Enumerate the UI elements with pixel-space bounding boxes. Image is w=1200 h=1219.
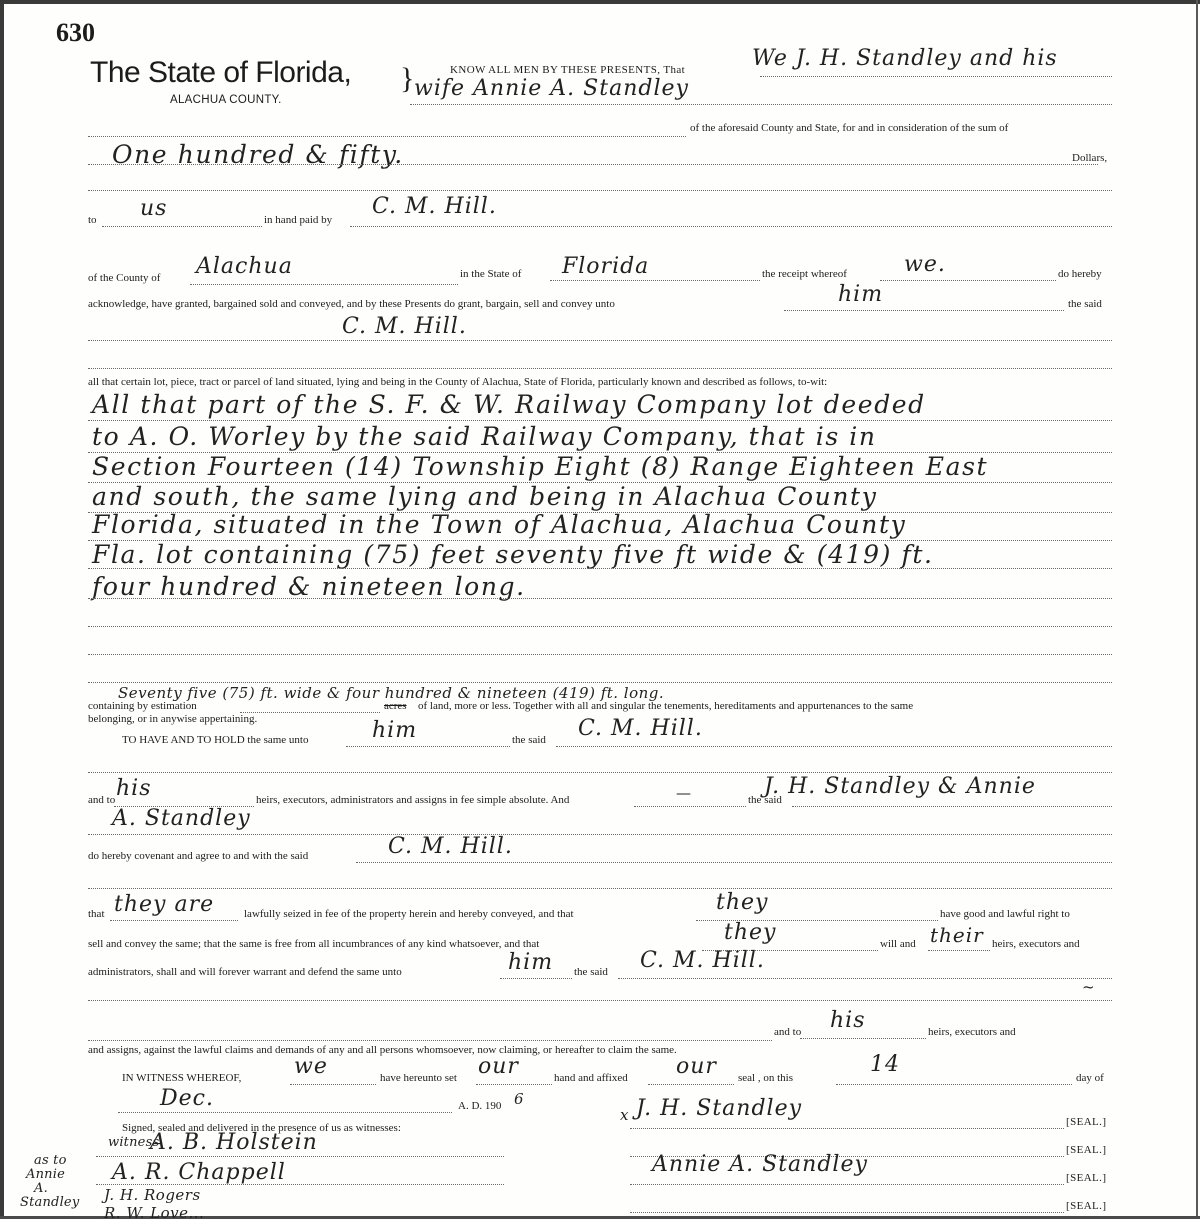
in-witness-label: IN WITNESS WHEREOF, <box>122 1072 242 1084</box>
state-line <box>550 280 760 281</box>
receipt-whereof: we. <box>904 252 946 277</box>
containing-label: containing by estimation <box>88 700 197 712</box>
month: Dec. <box>160 1086 214 1111</box>
blank-line <box>88 1000 1112 1001</box>
sum-line <box>88 164 1098 165</box>
state-of: Florida <box>562 254 650 279</box>
containing-value: Seventy five (75) ft. wide & four hundred & nineteen (419) ft. long. <box>118 684 665 702</box>
day-line <box>836 1084 1072 1085</box>
county-of: Alachua <box>196 254 293 279</box>
sign-mark: x <box>620 1106 629 1124</box>
payer-line <box>350 226 1112 227</box>
grantors-line-2: wife Annie A. Standley <box>414 76 689 101</box>
seal-label-2: [SEAL.] <box>1066 1144 1107 1156</box>
signature-line <box>630 1184 1064 1185</box>
said-grantors-2: A. Standley <box>112 806 251 831</box>
witness-1: A. B. Holstein <box>150 1130 318 1155</box>
of-county-label: of the County of <box>88 272 161 284</box>
and-that-they: they <box>716 890 769 915</box>
the-said-label: the said <box>1068 298 1102 310</box>
scan-border-top <box>0 0 1200 4</box>
and-to-his-line <box>800 1038 926 1039</box>
signature-line <box>630 1128 1064 1129</box>
good-lawful-right: have good and lawful right to <box>940 908 1070 920</box>
witness-3: J. H. Rogers <box>104 1186 201 1204</box>
blank-line <box>88 1040 772 1041</box>
grantee-line <box>88 340 1112 341</box>
description-rule <box>88 626 1112 627</box>
that-label: that <box>88 908 105 920</box>
their-line <box>928 950 990 951</box>
lawfully-seized-text: lawfully seized in fee of the property herein and hereby conveyed, and that <box>244 908 574 920</box>
blank-line <box>88 834 1112 835</box>
margin-note: as to <box>34 1153 67 1168</box>
belonging-text: belonging, or in anywise appertaining. <box>88 713 258 725</box>
seal-label-4: [SEAL.] <box>1066 1200 1107 1212</box>
payee-line <box>102 226 262 227</box>
witness-label: witness <box>108 1135 160 1150</box>
do-hereby-label: do hereby <box>1058 268 1102 280</box>
warrant-unto-line <box>500 978 572 979</box>
description-line: Florida, situated in the Town of Alachua, Alachua County <box>92 510 907 539</box>
the-said-label: the said <box>748 794 782 806</box>
grantor-line-2 <box>410 104 1112 105</box>
affixed-our-line <box>648 1084 734 1085</box>
seized-line <box>110 920 238 921</box>
paid-to: us <box>140 196 168 221</box>
description-rule <box>88 654 1112 655</box>
margin-note: Standley <box>20 1195 80 1210</box>
affixed-our: our <box>676 1054 717 1079</box>
acknowledge-text: acknowledge, have granted, bargained sold and conveyed, and by these Presents do grant, bargain, sell and convey unto <box>88 298 615 310</box>
margin-note: A. <box>34 1181 48 1196</box>
month-line <box>118 1112 452 1113</box>
blank-line <box>88 190 1112 191</box>
witness-line <box>96 1156 504 1157</box>
know-all-men: KNOW ALL MEN BY THESE PRESENTS, That <box>450 64 686 76</box>
hand-affixed: hand and affixed <box>554 1072 628 1084</box>
warrant-unto: him <box>508 950 554 975</box>
the-said-label: the said <box>512 734 546 746</box>
blank-line <box>88 888 1112 889</box>
description-line: Section Fourteen (14) Township Eight (8) Range Eighteen East <box>92 452 989 481</box>
set-our: our <box>478 1054 519 1079</box>
acres-struck: acres <box>384 700 407 712</box>
description-rule <box>88 598 1112 599</box>
grantors-line-1: We J. H. Standley and his <box>752 46 1058 71</box>
habendum-said: C. M. Hill. <box>578 716 703 741</box>
said-grantors-1: J. H. Standley & Annie <box>764 774 1036 799</box>
description-line: and south, the same lying and being in Alachua County <box>92 482 878 511</box>
hereunto-set: have hereunto set <box>380 1072 457 1084</box>
that-they-will: they <box>724 920 777 945</box>
warrant-said: C. M. Hill. <box>640 948 765 973</box>
to-label: to <box>88 214 97 226</box>
in-hand-paid-by: in hand paid by <box>264 214 333 226</box>
and-blank: — <box>676 784 692 802</box>
header-brace: } <box>400 62 415 95</box>
covenant-text: do hereby covenant and agree to and with the said <box>88 850 309 862</box>
description-rule <box>88 682 1112 683</box>
sell-convey-text: sell and convey the same; that the same is free from all incumbrances of any kind whatsoever, and that <box>88 938 540 950</box>
blank-line <box>88 136 686 137</box>
description-line: Fla. lot containing (75) feet seventy five ft wide & (419) ft. <box>92 540 934 569</box>
scan-border-left <box>0 0 4 1219</box>
page-number: 630 <box>56 18 95 47</box>
day-of-label: day of <box>1076 1072 1104 1084</box>
land-more-or-less: of land, more or less. Together with all and singular the tenements, hereditaments and appurtenances to the same <box>418 700 914 712</box>
witness-line <box>96 1184 504 1185</box>
warrant-text: administrators, shall and will forever warrant and defend the same unto <box>88 966 402 978</box>
heirs-of: his <box>116 776 152 801</box>
year-digit: 6 <box>514 1090 525 1108</box>
that-they-are: they are <box>114 892 215 917</box>
scan-border-right <box>1196 0 1198 1219</box>
the-said-label: the said <box>574 966 608 978</box>
habendum-unto: him <box>372 718 418 743</box>
signed-sealed-text: Signed, sealed and delivered in the presence of us as witnesses: <box>122 1122 401 1134</box>
signature-1: J. H. Standley <box>636 1096 803 1121</box>
assigns-text: and assigns, against the lawful claims and demands of any and all persons whomsoever, now claiming, or hereafter to claim the same. <box>88 1044 677 1056</box>
blank-line <box>88 368 1112 369</box>
margin-note: Annie <box>26 1167 65 1182</box>
seal-label-1: [SEAL.] <box>1066 1116 1107 1128</box>
description-rule <box>88 568 1112 569</box>
description-rule <box>88 420 1112 421</box>
description-line: All that part of the S. F. & W. Railway Company lot deeded <box>92 390 926 419</box>
grantors-said-line <box>792 806 1112 807</box>
will-and-label: will and <box>880 938 916 950</box>
and-to-his: his <box>830 1008 866 1033</box>
convey-unto: him <box>838 282 884 307</box>
grantee: C. M. Hill. <box>342 314 467 339</box>
habendum-label: TO HAVE AND TO HOLD the same unto <box>122 734 309 746</box>
covenant-with: C. M. Hill. <box>388 834 513 859</box>
seal-on-this: seal , on this <box>738 1072 793 1084</box>
warrant-said-line <box>618 978 1112 979</box>
paid-by: C. M. Hill. <box>372 194 497 219</box>
blank-line <box>88 772 1112 773</box>
and-to-label: and to <box>88 794 116 806</box>
description-intro: all that certain lot, piece, tract or parcel of land situated, lying and being in the County of Alachua, State of Florida, particularly known and described as follows, to-wit: <box>88 376 828 388</box>
grantor-line-1 <box>760 76 1112 77</box>
covenant-line <box>356 862 1112 863</box>
state-title: The State of Florida, <box>90 56 352 89</box>
witness-we-line <box>290 1084 376 1085</box>
dollars-label: Dollars, <box>1072 152 1108 164</box>
convey-unto-line <box>784 310 1064 311</box>
witness-2: A. R. Chappell <box>112 1160 286 1185</box>
signature-2: Annie A. Standley <box>652 1152 868 1177</box>
heirs-executors-and: heirs, executors and <box>928 1026 1016 1038</box>
seal-label-3: [SEAL.] <box>1066 1172 1107 1184</box>
and-to-label: and to <box>774 1026 802 1038</box>
set-our-line <box>476 1084 552 1085</box>
fee-simple-text: heirs, executors, administrators and assigns in fee simple absolute. And <box>256 794 570 806</box>
receipt-label: the receipt whereof <box>762 268 847 280</box>
habendum-said-line <box>556 746 1112 747</box>
receipt-line <box>880 280 1056 281</box>
state-label: in the State of <box>460 268 522 280</box>
tilde-mark: ~ <box>1082 978 1096 996</box>
county-name: ALACHUA COUNTY. <box>170 94 282 106</box>
county-line <box>190 284 458 285</box>
acres-line <box>240 712 380 713</box>
ad-label: A. D. 190 <box>458 1100 502 1112</box>
witness-we: we <box>294 1054 328 1079</box>
sum-amount: One hundred & fifty. <box>112 140 404 169</box>
description-line: four hundred & nineteen long. <box>92 572 526 601</box>
and-blank-line <box>634 806 746 807</box>
signature-line <box>630 1212 1064 1213</box>
habendum-line <box>346 746 510 747</box>
day-number: 14 <box>870 1052 900 1077</box>
witness-4: R. W. Love... <box>104 1204 205 1219</box>
heirs-executors-and: heirs, executors and <box>992 938 1080 950</box>
their-heirs: their <box>930 923 984 947</box>
aforesaid-text: of the aforesaid County and State, for and in consideration of the sum of <box>690 122 1009 134</box>
description-line: to A. O. Worley by the said Railway Company, that is in <box>92 422 877 451</box>
